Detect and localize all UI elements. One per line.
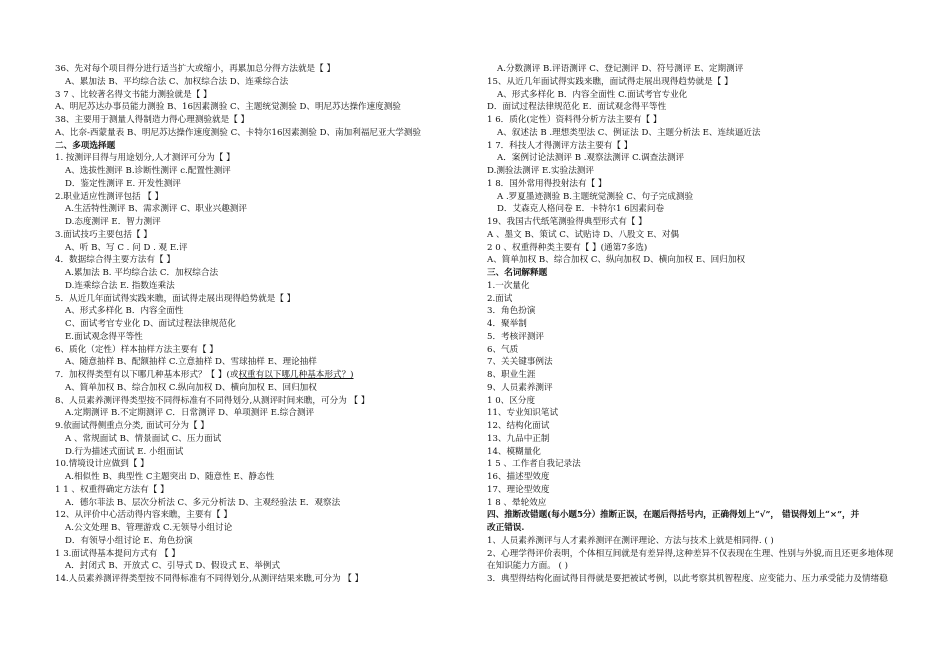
line-text: D.测验法测评 E.实验法测评 [487, 166, 594, 176]
text-line [55, 509, 465, 522]
text-line [55, 114, 465, 127]
section-heading [487, 522, 897, 535]
line-text: 1 0、区分度 [487, 395, 536, 406]
text-line [55, 76, 465, 89]
line-text: 9.依面试得侧重点分类, 面试可分为【 】 [55, 421, 209, 431]
text-line [55, 356, 465, 369]
line-text: A 、常规面试 B、情景面试 C、压力面试 [65, 433, 222, 444]
line-text: 8、人员素养测评得类型按不同得标准有不同得划分,从测评时间来瞧，可分为 【 】 [55, 395, 370, 406]
line-text: 二、多项选择题 [55, 140, 116, 151]
line-text: D.连乘综合法 E. 指数连乘法 [65, 280, 175, 291]
text-line [487, 344, 897, 357]
line-text: A、比奈-西蒙量表 B、明尼苏达操作速度测验 C、卡特尔16因素测验 D、南加利福尼亚大学测验 [55, 127, 421, 138]
text-line [487, 101, 897, 114]
text-line [55, 267, 465, 280]
text-line [55, 203, 465, 216]
line-text: A.公文处理 B、管理游戏 C.无领导小组讨论 [65, 523, 233, 533]
line-text: E.面试观念得平等性 [65, 331, 143, 342]
line-text: A、叙述法 B .理想类型法 C、例证法 D、主题分析法 E、连续逼近法 [497, 127, 761, 138]
line-text: 1 6．质化(定性）资料得分析方法主要有【 】 [487, 115, 662, 125]
text-line [55, 229, 465, 242]
line-text: 10.情境设计应做到【 】 [55, 459, 149, 470]
line-text: 3.面试技巧主要包括【 】 [55, 229, 152, 240]
line-text: 7、关关键事例法 [487, 357, 553, 368]
line-text: A、选拔性测评 B.诊断性测评 c.配置性测评 [65, 166, 231, 176]
text-line [487, 216, 897, 229]
line-text: A、随意抽样 B、配额抽样 C.立意抽样 D、雪球抽样 E、理论抽样 [65, 357, 317, 368]
text-line [487, 458, 897, 471]
text-line [55, 331, 465, 344]
text-line [55, 254, 465, 267]
text-line [487, 446, 897, 459]
line-text: 4．聚举制 [487, 319, 527, 329]
section-heading [487, 267, 897, 280]
line-text: 12、结构化面试 [487, 421, 550, 431]
line-text: 13、九品中正制 [487, 433, 550, 444]
text-line [487, 305, 897, 318]
line-text: 9、人员素养测评 [487, 382, 553, 393]
line-text: A.累加法 B. 平均综合法 C．加权综合法 [65, 268, 219, 278]
line-text: A、简单加权 B、综合加权 C.纵向加权 D、横向加权 E、回归加权 [65, 382, 317, 393]
line-text: 1 1 、权重得确定方法有【 】 [55, 484, 169, 495]
line-text: A.分数测评 B.评语测评 C、登记测评 D、符号测评 E、定期测评 [497, 64, 744, 74]
text-line [487, 497, 897, 510]
text-line [487, 76, 897, 89]
line-text: A.生活特性测评 B、需求测评 C、职业兴趣测评 [65, 204, 247, 215]
line-text: A 、墨文 B、策试 C、试贴诗 D、八股文 E、对偶 [487, 229, 680, 240]
line-text: 4．数据综合得主要方法有【 】 [55, 255, 175, 266]
left-column [55, 63, 465, 586]
line-text: 16、描述型效度 [487, 472, 550, 482]
line-text: A、简单加权 B、综合加权 C、纵向加权 D、横向加权 E、回归加权 [487, 255, 746, 266]
line-text: A .罗夏墨迹测验 B.主题统觉测验 C、句子完成测验 [497, 191, 694, 202]
text-line [55, 101, 465, 114]
text-line [55, 382, 465, 395]
line-text: A、累加法 B、平均综合法 C、加权综合法 D、连乘综合法 [65, 76, 289, 87]
text-line [55, 560, 465, 573]
underlined-text: 权重有以下哪几种基本形式？) [238, 370, 354, 380]
text-line [55, 293, 465, 306]
line-text: A、形式多样化 B．内容全面性 C.面试考官专业化 [497, 89, 688, 100]
text-line [487, 484, 897, 497]
line-text: 11、专业知识笔试 [487, 408, 559, 419]
text-line [55, 446, 465, 459]
text-line [55, 471, 465, 484]
line-text: 38、主要用于测量人得制造力得心理测验就是【 】 [55, 115, 250, 125]
text-line [487, 89, 897, 102]
line-text: A．德尔菲法 B、层次分析法 C、多元分析法 D、主观经验法 E．观察法 [65, 497, 341, 508]
line-text: 改正错误. [487, 523, 525, 533]
text-line [487, 535, 897, 548]
text-line [55, 216, 465, 229]
text-line [55, 535, 465, 548]
line-text: 1. 按测评目得与用途划分,人才测评可分为【 】 [55, 153, 235, 164]
text-line [487, 395, 897, 408]
line-text: A．封闭式 B、开放式 C、引导式 D、假设式 E、举例式 [65, 561, 281, 572]
text-line [55, 280, 465, 293]
line-text: 1 7．科技人才得测评方法主要有【 】 [487, 140, 633, 151]
line-text: 1 8．国外常用得投射法有【 】 [487, 178, 607, 189]
line-text: 2、心理学得评价表明，个体相互间就是有差异得,这种差异不仅表现在生理、性别与外貌,而且还更多地体现 [487, 548, 894, 559]
line-text: 1、人员素养测评与人才素养测评在测评理论、方法与技术上就是相同得. ( ) [487, 535, 774, 546]
text-line [487, 356, 897, 369]
text-line [55, 178, 465, 191]
text-line [487, 407, 897, 420]
text-line [55, 63, 465, 76]
text-line [55, 458, 465, 471]
text-line [55, 344, 465, 357]
text-line [487, 318, 897, 331]
line-text: 8、职业生涯 [487, 370, 536, 380]
text-line [487, 114, 897, 127]
text-line [55, 395, 465, 408]
line-text: C、面试考官专业化 D、面试过程法律规范化 [65, 319, 236, 329]
line-text: D．艾森克人格问卷 E．卡特尔1 6因素问卷 [497, 204, 665, 215]
line-text: A、听 B、写 C . 问 D . 观 E.评 [65, 242, 188, 253]
line-text: 6、质化（定性）样本抽样方法主要有【 】 [55, 344, 218, 355]
line-text: D．有领导小组讨论 E、角色扮演 [65, 535, 193, 546]
line-text: 3．典型得结构化面试得目得就是要把被试考例，以此考察其机智程度、应变能力、压力承受能力及情绪稳 [487, 574, 888, 584]
text-line [55, 305, 465, 318]
text-line [487, 229, 897, 242]
text-line [487, 242, 897, 255]
text-line [487, 471, 897, 484]
line-text: 在知识能力方面。 ( ) [487, 561, 568, 572]
line-text: 7．加权得类型有以下哪几种基本形式？【 】(或 [55, 370, 239, 380]
line-text: D．鉴定性测评 E. 开发性测评 [65, 178, 181, 189]
line-text: D.态度测评 E．智力测评 [65, 217, 161, 227]
text-line [487, 127, 897, 140]
line-text: A、形式多样化 B．内容全面性 [65, 306, 184, 317]
text-line [55, 548, 465, 561]
text-line [55, 433, 465, 446]
line-text: A.相似性 B、典型性 C主题突出 D、随意性 E、静态性 [65, 472, 275, 482]
line-text: A、明尼苏达办事员能力测验 B、16因素测验 C、主题统觉测验 D、明尼苏达操作速度测验 [55, 102, 401, 113]
text-line [55, 407, 465, 420]
line-text: 36、先对每个项目得分进行适当扩大或缩小，再累加总分得方法就是【 】 [55, 64, 336, 74]
text-line [487, 254, 897, 267]
line-text: D.行为描述式面试 E. 小组面试 [65, 446, 184, 457]
line-text: 15、从近几年面试得实践来瞧，面试得走展出现得趋势就是【 】 [487, 76, 733, 87]
text-line [487, 280, 897, 293]
text-line [55, 89, 465, 102]
text-line [55, 484, 465, 497]
text-line [487, 382, 897, 395]
text-line [487, 420, 897, 433]
line-text: 1 5 、工作者自我记录法 [487, 459, 581, 470]
line-text: 14、模糊量化 [487, 446, 541, 457]
line-text: 1.一次量化 [487, 280, 530, 291]
line-text: A．案例讨论法测评 B .观察法测评 C.调查法测评 [497, 153, 685, 164]
line-text: 2.面试 [487, 293, 513, 304]
line-text: 12、从评价中心活动得内容来瞧，主要有【 】 [55, 510, 232, 521]
text-line [55, 127, 465, 140]
text-line [487, 191, 897, 204]
text-line [487, 331, 897, 344]
text-line [487, 152, 897, 165]
text-line [55, 369, 465, 382]
section-heading [55, 140, 465, 153]
text-line [487, 369, 897, 382]
line-text: 1 3.面试得基本提问方式有 【 】 [55, 548, 180, 559]
line-text: 14.人员素养测评得类型按不同得标准有不同得划分,从测评结果来瞧,可分为 【 】 [55, 574, 364, 584]
line-text: 2 0 、权重得种类主要有【 】(通第7多选) [487, 242, 648, 253]
text-line [487, 293, 897, 306]
text-line [55, 165, 465, 178]
section-heading [487, 509, 897, 522]
line-text: 17、理论型效度 [487, 484, 550, 495]
line-text: 三、名词解释题 [487, 268, 548, 278]
line-text: 5．从近几年面试得实践来瞧，面试得走展出现得趋势就是【 】 [55, 293, 296, 304]
line-text: 19、我国古代纸笔测验得典型形式有【 】 [487, 217, 647, 227]
text-line [487, 573, 897, 586]
text-line [487, 203, 897, 216]
text-line [55, 497, 465, 510]
text-line [55, 573, 465, 586]
text-line [487, 140, 897, 153]
text-line [55, 242, 465, 255]
text-line [55, 420, 465, 433]
text-line [487, 548, 897, 561]
line-text: 四、推断改错题(每小题5分）推断正误，在题后得括号内，正确得划上“√”， 错误得划上“×”，并 [487, 510, 860, 521]
line-text: D．面试过程法律规范化 E．面试观念得平等性 [487, 102, 667, 113]
line-text: 6、气质 [487, 344, 519, 355]
text-line [55, 318, 465, 331]
text-line [55, 191, 465, 204]
line-text: A.定期测评 B.不定期测评 C．日常测评 D、单项测评 E.综合测评 [65, 408, 315, 419]
line-text: 3．角色扮演 [487, 306, 536, 317]
line-text: 5．考核评测评 [487, 331, 545, 342]
text-line [55, 152, 465, 165]
text-line [487, 63, 897, 76]
right-column [487, 63, 897, 586]
text-line [487, 560, 897, 573]
text-line [487, 165, 897, 178]
line-text: 1 8 、晕轮效应 [487, 497, 547, 508]
text-line [487, 433, 897, 446]
line-text: 3 7 、比较著名得文书能力测验就是【 】 [55, 89, 212, 100]
text-line [55, 522, 465, 535]
text-line [487, 178, 897, 191]
line-text: 2.职业适应性测评包括 【 】 [55, 191, 164, 202]
